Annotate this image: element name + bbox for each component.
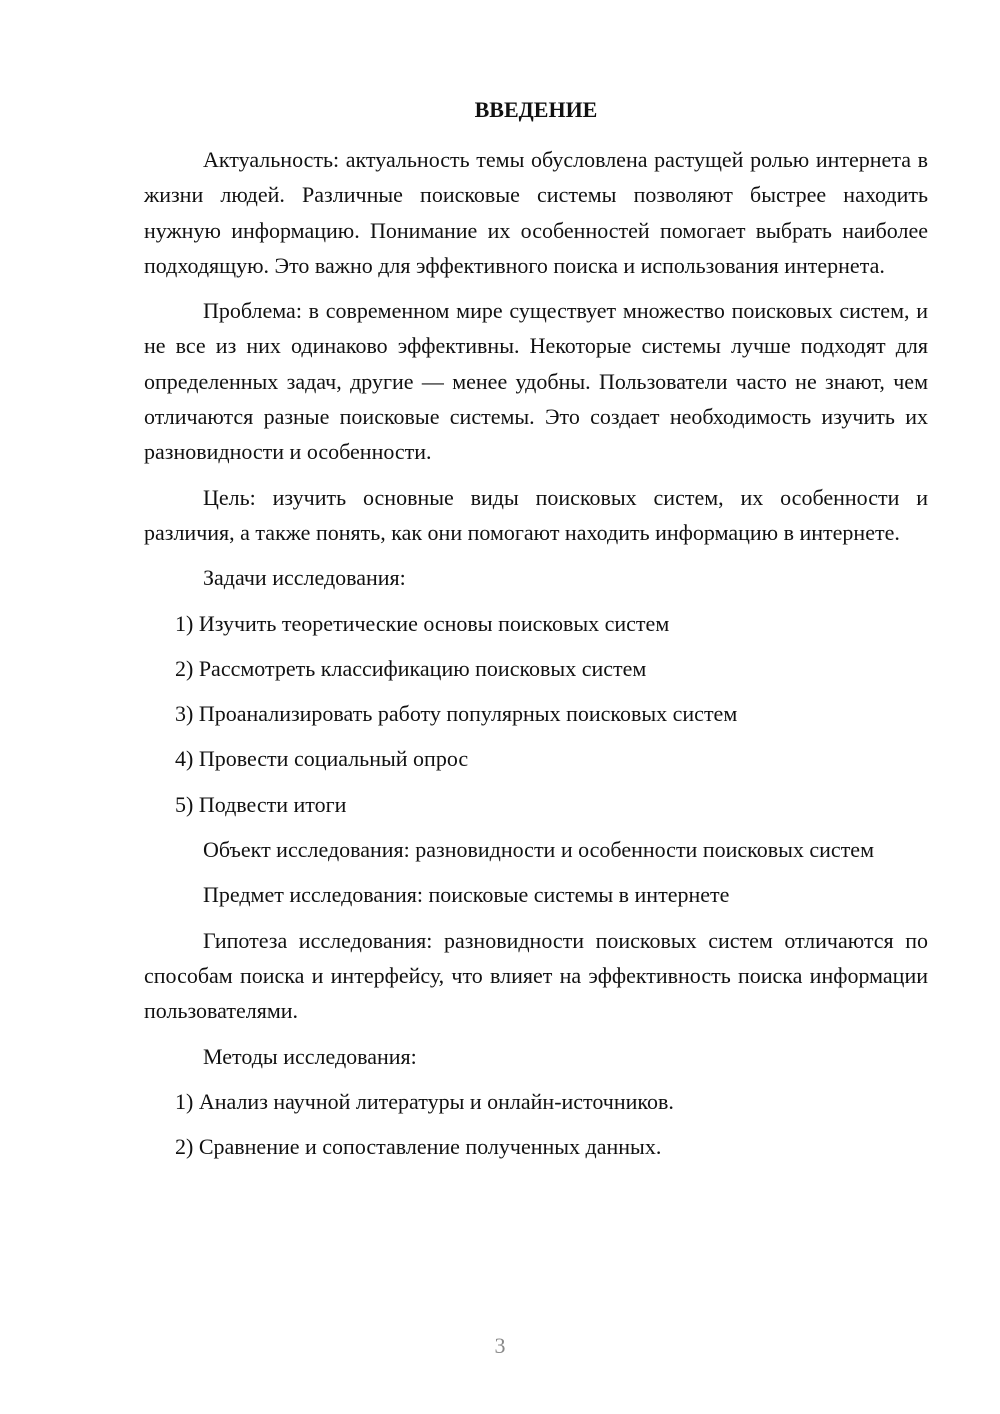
page-content [144,92,928,1174]
page-title: ВВЕДЕНИЕ [474,97,598,122]
tasks-label: Задачи исследования: [203,565,406,591]
page-number: 3 [494,1333,506,1358]
list-item: 2) Рассмотреть классификацию поисковых систем [175,655,647,681]
methods-label: Методы исследования: [203,1043,417,1069]
tasks-list [144,606,928,822]
list-item: 3) Проанализировать работу популярных поисковых систем [175,701,738,727]
list-item: 1) Изучить теоретические основы поисковых систем [175,610,670,636]
goal-paragraph: Цель: изучить основные виды поисковых систем, их особенности и различия, а также понять, как они помогают находить информацию в интернете. [144,484,928,545]
relevance-paragraph: Актуальность: актуальность темы обусловлена растущей ролью интернета в жизни людей. Различные поисковые системы позволяют быстрее находить нужную информацию. Понимание их особенностей помогает выбрать наиболее подходящую. Это важно для эффективного поиска и использования интернета. [144,147,928,278]
methods-list [144,1084,928,1165]
list-item: 2) Сравнение и сопоставление полученных данных. [175,1134,662,1160]
list-item: 5) Подвести итоги [175,791,347,817]
list-item: 1) Анализ научной литературы и онлайн-источников. [175,1088,674,1114]
subject-paragraph: Предмет исследования: поисковые системы в интернете [203,882,730,908]
object-paragraph: Объект исследования: разновидности и особенности поисковых систем [203,837,874,863]
problem-paragraph: Проблема: в современном мире существует множество поисковых систем, и не все из них одинаково эффективны. Некоторые системы лучше подходят для определенных задач, другие — менее удобны. Пользователи часто не знают, чем отличаются разные поисковые системы. Это создает необходимость изучить их разновидности и особенности. [144,298,928,465]
hypothesis-paragraph: Гипотеза исследования: разновидности поисковых систем отличаются по способам поиска и интерфейсу, что влияет на эффективность поиска информации пользователями. [144,927,928,1024]
list-item: 4) Провести социальный опрос [175,746,469,772]
